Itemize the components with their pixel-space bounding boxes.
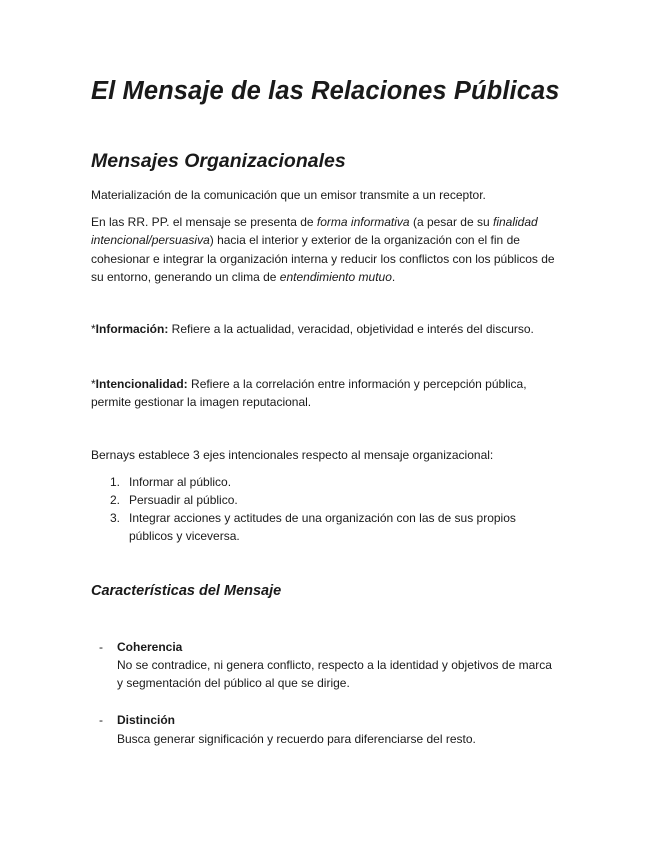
text-run-italic: entendimiento mutuo (279, 270, 392, 285)
text-run: En las RR. PP. el mensaje se presenta de (91, 215, 317, 229)
list-number: 1. (110, 475, 121, 489)
paragraph-bernays: Bernays establece 3 ejes intencionales respecto al mensaje organizacional: (91, 448, 494, 462)
dash-bullet: - (99, 713, 103, 727)
term-label: Información: (95, 322, 169, 336)
term-text: Refiere a la actualidad, veracidad, objetividad e interés del discurso. (168, 322, 534, 336)
item-text: No se contradice, ni genera conflicto, respecto a la identidad y objetivos de marca y segmentación del público al que se dirige. (117, 658, 552, 691)
document-title: El Mensaje de las Relaciones Públicas (91, 77, 560, 105)
item-title: Coherencia (117, 640, 183, 654)
asterisk: * (91, 377, 96, 391)
text-run-italic: forma informativa (316, 215, 410, 229)
paragraph-rrpp (91, 213, 569, 287)
item-title: Distinción (117, 713, 176, 727)
section-heading-mensajes: Mensajes Organizacionales (91, 150, 346, 172)
list-text: Persuadir al público. (129, 493, 238, 507)
text-run: ) hacia el interior y exterior de la organización con el fin de cohesionar e integrar la organización interna y reducir los conflictos con los públicos de su entorno, generando un clima de (91, 233, 555, 285)
paragraph-definition: Materialización de la comunicación que un emisor transmite a un receptor. (91, 188, 486, 202)
text-run: (a pesar de su (409, 215, 493, 229)
item-text: Busca generar significación y recuerdo para diferenciarse del resto. (117, 732, 476, 746)
term-text: Refiere a la correlación entre información y percepción pública, permite gestionar la imagen reputacional. (91, 377, 527, 410)
paragraph-intencionalidad (91, 375, 569, 412)
list-text: Informar al público. (129, 475, 232, 489)
list-number: 2. (110, 493, 121, 507)
dash-bullet: - (99, 640, 103, 654)
text-run-italic: finalidad intencional/persuasiva (91, 215, 538, 248)
text-run: . (391, 270, 396, 285)
list-text: Integrar acciones y actitudes de una organización con las de sus propios públicos y viceversa. (129, 511, 516, 543)
term-label: Intencionalidad: (95, 377, 188, 391)
list-number: 3. (110, 511, 121, 525)
section-heading-caracteristicas: Características del Mensaje (91, 583, 282, 599)
paragraph-informacion (91, 320, 569, 338)
asterisk: * (91, 322, 96, 336)
